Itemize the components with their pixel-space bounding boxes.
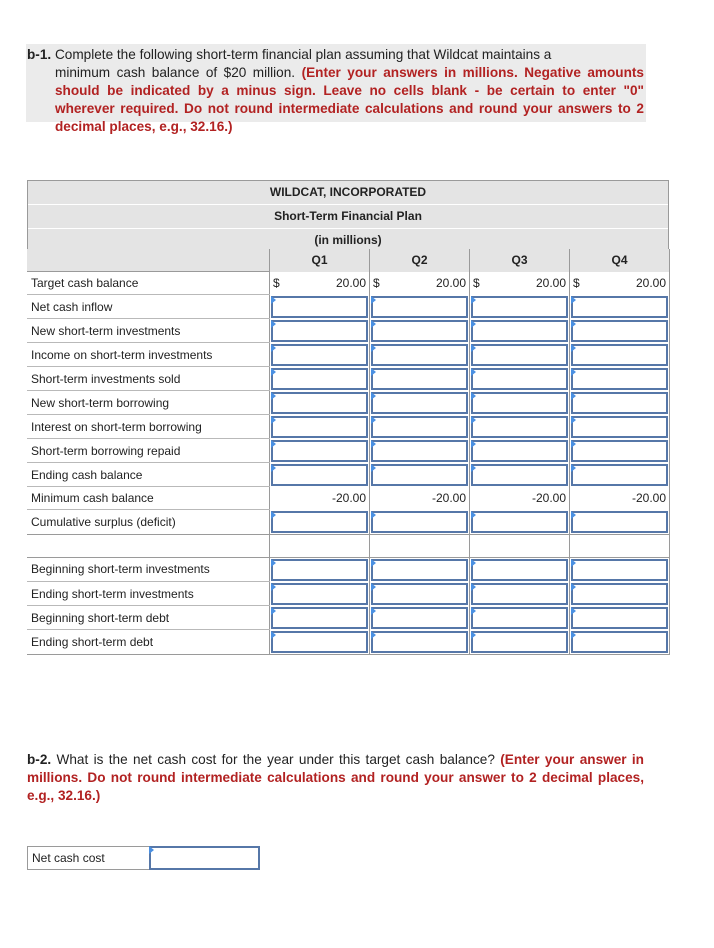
question-continuation — [27, 64, 644, 136]
amount-input[interactable] — [271, 464, 368, 486]
amount-input[interactable] — [471, 344, 568, 366]
amount-input[interactable] — [371, 607, 468, 629]
amount-input[interactable] — [571, 320, 668, 342]
amount-input[interactable] — [571, 296, 668, 318]
question-text: What is the net cash cost for the year under this target cash balance? — [56, 752, 495, 767]
net-cash-cost-label: Net cash cost — [27, 846, 151, 870]
amount-input[interactable] — [271, 296, 368, 318]
amount-input[interactable] — [371, 583, 468, 605]
amount-input[interactable] — [271, 511, 368, 533]
amount-input[interactable] — [571, 559, 668, 581]
amount-input[interactable] — [471, 607, 568, 629]
row-label: Beginning short-term investments — [27, 557, 270, 582]
min-cash-value: -20.00 — [431, 491, 466, 505]
plan-subtitle: Short-Term Financial Plan — [28, 205, 668, 229]
row-label: Ending short-term investments — [27, 582, 270, 606]
amount-input[interactable] — [571, 392, 668, 414]
amount-input[interactable] — [571, 416, 668, 438]
balance-input-row — [27, 557, 670, 582]
row-label: Short-term investments sold — [27, 367, 270, 391]
spacer-row — [27, 534, 670, 557]
row-label: Beginning short-term debt — [27, 606, 270, 630]
target-cash-value: 20.00 — [435, 276, 466, 290]
minimum-cash-row — [27, 487, 670, 510]
amount-input[interactable] — [371, 464, 468, 486]
row-label: New short-term investments — [27, 319, 270, 343]
amount-input[interactable] — [371, 511, 468, 533]
min-cash-value: -20.00 — [531, 491, 566, 505]
row-label: Income on short-term investments — [27, 343, 270, 367]
target-cash-value: 20.00 — [335, 276, 366, 290]
question-b2 — [27, 751, 644, 805]
plan-input-row — [27, 391, 670, 415]
amount-input[interactable] — [471, 440, 568, 462]
amount-input[interactable] — [371, 368, 468, 390]
quarter-header: Q4 — [570, 249, 670, 272]
question-number: b-1. — [27, 47, 52, 62]
balance-input-row — [27, 606, 670, 630]
company-title: WILDCAT, INCORPORATED — [28, 181, 668, 205]
amount-input[interactable] — [571, 440, 668, 462]
currency-symbol: $ — [373, 276, 380, 290]
amount-input[interactable] — [571, 368, 668, 390]
question-number: b-2. — [27, 752, 52, 767]
amount-input[interactable] — [571, 607, 668, 629]
amount-input[interactable] — [371, 559, 468, 581]
amount-input[interactable] — [571, 583, 668, 605]
amount-input[interactable] — [271, 368, 368, 390]
amount-input[interactable] — [471, 320, 568, 342]
quarter-header-row — [27, 249, 670, 272]
amount-input[interactable] — [571, 464, 668, 486]
amount-input[interactable] — [271, 631, 368, 653]
amount-input[interactable] — [471, 583, 568, 605]
target-cash-row — [27, 272, 670, 295]
amount-input[interactable] — [371, 392, 468, 414]
amount-input[interactable] — [471, 392, 568, 414]
question-instructions: (Enter your answer in millions. Do not round intermediate calculations and round your answer to 2 decimal places, e.g., 32.16.) — [27, 752, 644, 803]
quarter-header: Q3 — [470, 249, 570, 272]
balance-input-row — [27, 630, 670, 655]
currency-symbol: $ — [273, 276, 280, 290]
question-instructions: (Enter your answers in millions. Negative amounts should be indicated by a minus sign. Leave no cells blank - be certain to enter "0" wherever required. Do not round intermediate calculations and round your answers to 2 decimal places, e.g., 32.16.) — [55, 65, 644, 134]
amount-input[interactable] — [571, 511, 668, 533]
amount-input[interactable] — [271, 583, 368, 605]
row-label: New short-term borrowing — [27, 391, 270, 415]
amount-input[interactable] — [471, 368, 568, 390]
row-label: Ending short-term debt — [27, 630, 270, 655]
amount-input[interactable] — [271, 559, 368, 581]
amount-input[interactable] — [271, 344, 368, 366]
plan-input-row — [27, 343, 670, 367]
amount-input[interactable] — [471, 631, 568, 653]
amount-input[interactable] — [571, 344, 668, 366]
amount-input[interactable] — [471, 416, 568, 438]
surplus-row — [27, 510, 670, 535]
quarter-header: Q2 — [370, 249, 470, 272]
target-cash-value: 20.00 — [535, 276, 566, 290]
balance-input-row — [27, 582, 670, 606]
amount-input[interactable] — [271, 607, 368, 629]
quarter-header: Q1 — [270, 249, 370, 272]
amount-input[interactable] — [371, 631, 468, 653]
amount-input[interactable] — [471, 559, 568, 581]
row-label: Interest on short-term borrowing — [27, 415, 270, 439]
plan-input-row — [27, 319, 670, 343]
amount-input[interactable] — [571, 631, 668, 653]
plan-input-row — [27, 463, 670, 487]
amount-input[interactable] — [371, 416, 468, 438]
row-label: Short-term borrowing repaid — [27, 439, 270, 463]
amount-input[interactable] — [471, 464, 568, 486]
question-text: Complete the following short-term financial plan assuming that Wildcat maintains a — [54, 47, 552, 62]
plan-input-row — [27, 439, 670, 463]
row-label: Ending cash balance — [27, 463, 270, 487]
question-b1 — [27, 46, 644, 136]
plan-input-row — [27, 415, 670, 439]
row-label: Minimum cash balance — [27, 487, 270, 510]
amount-input[interactable] — [271, 392, 368, 414]
row-label: Cumulative surplus (deficit) — [27, 510, 270, 535]
row-label: Target cash balance — [27, 272, 270, 295]
min-cash-value: -20.00 — [331, 491, 366, 505]
amount-input[interactable] — [271, 320, 368, 342]
financial-plan-header — [27, 180, 669, 254]
amount-input[interactable] — [371, 320, 468, 342]
currency-symbol: $ — [573, 276, 580, 290]
amount-input[interactable] — [471, 296, 568, 318]
row-label: Net cash inflow — [27, 295, 270, 319]
currency-symbol: $ — [473, 276, 480, 290]
amount-input[interactable] — [271, 440, 368, 462]
plan-input-row — [27, 295, 670, 319]
question-text-2: minimum cash balance of $20 million. — [55, 65, 296, 80]
amount-input[interactable] — [371, 344, 468, 366]
amount-input[interactable] — [371, 440, 468, 462]
plan-input-row — [27, 367, 670, 391]
amount-input[interactable] — [471, 511, 568, 533]
net-cash-cost-input[interactable] — [149, 846, 260, 870]
amount-input[interactable] — [271, 416, 368, 438]
target-cash-value: 20.00 — [635, 276, 666, 290]
amount-input[interactable] — [371, 296, 468, 318]
plan-units: (in millions) — [28, 229, 668, 253]
min-cash-value: -20.00 — [631, 491, 666, 505]
financial-plan-table — [27, 249, 670, 655]
